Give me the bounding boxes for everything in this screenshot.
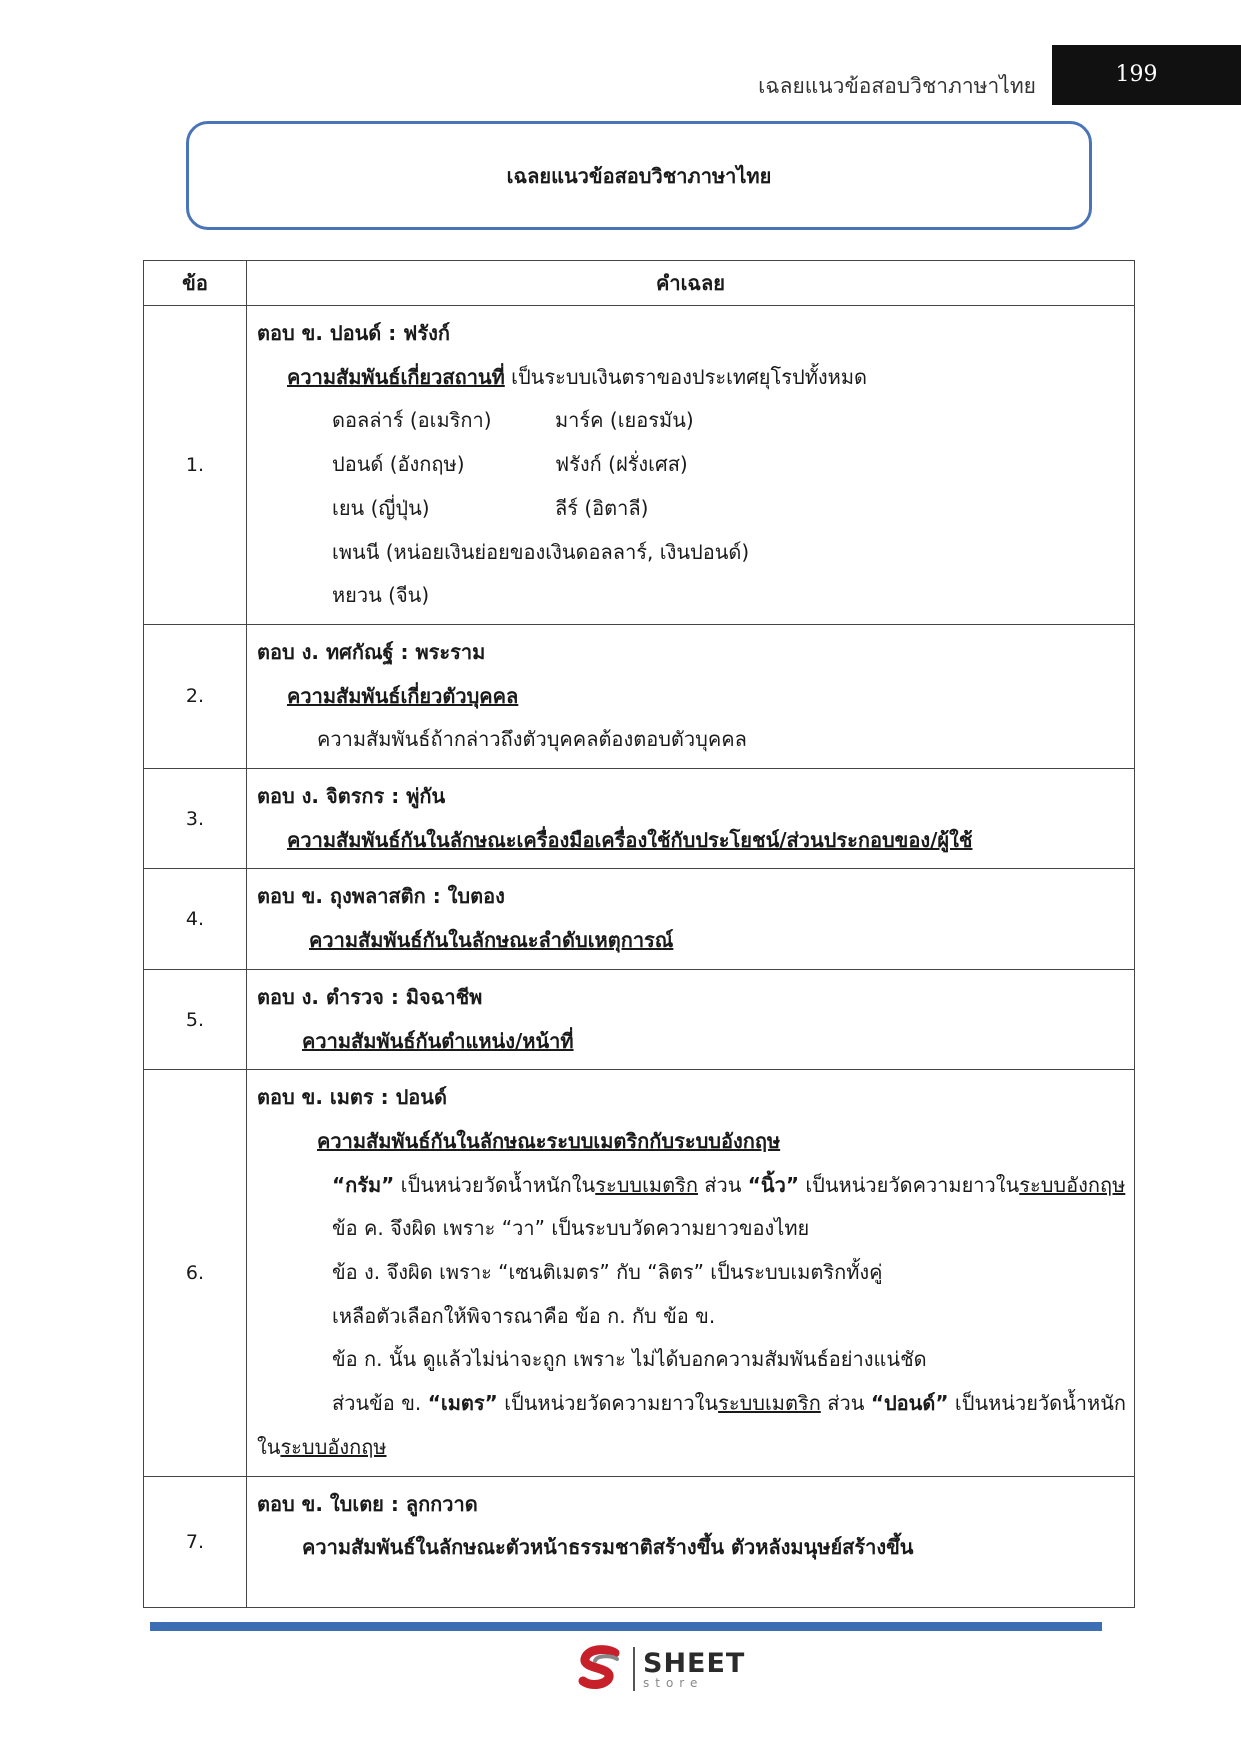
note-line: ความสัมพันธ์ถ้ากล่าวถึงตัวบุคคลต้องตอบตัวบุคคล xyxy=(317,727,747,752)
table-row xyxy=(144,769,1135,869)
brand-logo xyxy=(575,1645,745,1693)
row-number: 3. xyxy=(144,769,247,869)
row-number: 7. xyxy=(144,1476,247,1607)
answer-cell xyxy=(247,769,1135,869)
row-number: 1. xyxy=(144,306,247,625)
explanation-line: ข้อ ก. นั้น ดูแล้วไม่น่าจะถูก เพราะ ไม่ได้บอกความสัมพันธ์อย่างแน่ชัด xyxy=(332,1347,927,1372)
answer-line: ตอบ ข. เมตร : ปอนด์ xyxy=(257,1085,447,1110)
row-number: 4. xyxy=(144,869,247,969)
brand-sub: store xyxy=(643,1675,704,1690)
table-row xyxy=(144,869,1135,969)
explanation-line: ข้อ ง. จึงผิด เพราะ “เซนติเมตร” กับ “ลิตร” เป็นระบบเมตริกทั้งคู่ xyxy=(332,1260,883,1285)
currency-item: ปอนด์ (อังกฤษ) xyxy=(332,452,465,477)
row-number: 5. xyxy=(144,969,247,1069)
title-text: เฉลยแนวข้อสอบวิชาภาษาไทย xyxy=(506,163,772,188)
answer-line: ตอบ ข. ปอนด์ : ฟรังก์ xyxy=(257,321,450,345)
answer-cell xyxy=(247,1476,1135,1607)
brand-name: SHEET xyxy=(643,1647,746,1679)
row-number: 6. xyxy=(144,1070,247,1476)
currency-item: ดอลล่าร์ (อเมริกา) xyxy=(332,408,492,433)
relation-rest: เป็นระบบเงินตราของประเทศยุโรปทั้งหมด xyxy=(504,364,867,389)
relation-heading: ความสัมพันธ์กันในลักษณะเครื่องมือเครื่องใช้กับประโยชน์/ส่วนประกอบของ/ผู้ใช้ xyxy=(287,827,973,852)
col-header-no: ข้อ xyxy=(144,261,247,306)
table-header-row xyxy=(144,261,1135,306)
currency-extra: หยวน (จีน) xyxy=(332,583,430,608)
currency-item: เยน (ญี่ปุ่น) xyxy=(332,495,430,520)
currency-pair xyxy=(257,443,1126,487)
table-row xyxy=(144,1476,1135,1607)
explanation-paragraph: ส่วนข้อ ข. “เมตร” เป็นหน่วยวัดความยาวในระบบเมตริก ส่วน “ปอนด์” เป็นหน่วยวัดน้ำหนักในระบบอังกฤษ xyxy=(257,1391,1127,1459)
relation-heading: ความสัมพันธ์กันในลักษณะระบบเมตริกกับระบบอังกฤษ xyxy=(317,1128,781,1153)
currency-pair xyxy=(257,399,1126,443)
answer-line: ตอบ ง. ตำรวจ : มิจฉาชีพ xyxy=(257,984,483,1009)
answer-line: ตอบ ข. ถุงพลาสติก : ใบตอง xyxy=(257,884,505,909)
header-title: เฉลยแนวข้อสอบวิชาภาษาไทย xyxy=(758,74,1036,98)
answer-table xyxy=(143,260,1135,1608)
currency-item: ฟรังก์ (ฝรั่งเศส) xyxy=(555,452,688,477)
table-row xyxy=(144,969,1135,1069)
currency-item: มาร์ค (เยอรมัน) xyxy=(555,408,694,433)
answer-cell xyxy=(247,306,1135,625)
relation-heading: ความสัมพันธ์ในลักษณะตัวหน้าธรรมชาติสร้างขึ้น ตัวหลังมนุษย์สร้างขึ้น xyxy=(302,1535,914,1560)
relation-heading: ความสัมพันธ์กันตำแหน่ง/หน้าที่ xyxy=(302,1028,574,1053)
relation-heading: ความสัมพันธ์เกี่ยวสถานที่ xyxy=(287,364,505,389)
row-number: 2. xyxy=(144,624,247,768)
page-number: 199 xyxy=(1052,45,1241,105)
answer-cell xyxy=(247,624,1135,768)
currency-pair xyxy=(257,487,1126,531)
table-row xyxy=(144,1070,1135,1476)
footer-bar xyxy=(150,1622,1102,1631)
answer-cell xyxy=(247,869,1135,969)
col-header-answer: คำเฉลย xyxy=(247,261,1135,306)
relation-heading: ความสัมพันธ์เกี่ยวตัวบุคคล xyxy=(287,683,519,708)
title-box xyxy=(186,121,1092,230)
currency-item: ลีร์ (อิตาลี) xyxy=(555,495,649,520)
answer-cell xyxy=(247,969,1135,1069)
table-row xyxy=(144,624,1135,768)
currency-extra: เพนนี (หน่อยเงินย่อยของเงินดอลลาร์, เงินปอนด์) xyxy=(332,539,750,564)
explanation-line: ข้อ ค. จึงผิด เพราะ “วา” เป็นระบบวัดความยาวของไทย xyxy=(332,1216,810,1241)
answer-cell xyxy=(247,1070,1135,1476)
explanation-paragraph: “กรัม” เป็นหน่วยวัดน้ำหนักในระบบเมตริก ส่วน “นิ้ว” เป็นหน่วยวัดความยาวในระบบอังกฤษ xyxy=(332,1172,1126,1197)
answer-line: ตอบ ง. จิตรกร : พู่กัน xyxy=(257,784,446,809)
table-row xyxy=(144,306,1135,625)
explanation-line: เหลือตัวเลือกให้พิจารณาคือ ข้อ ก. กับ ข้อ ข. xyxy=(332,1303,716,1328)
logo-icon xyxy=(575,1645,625,1693)
answer-line: ตอบ ข. ใบเตย : ลูกกวาด xyxy=(257,1491,478,1516)
relation-heading: ความสัมพันธ์กันในลักษณะลำดับเหตุการณ์ xyxy=(309,928,674,953)
answer-line: ตอบ ง. ทศกัณฐ์ : พระราม xyxy=(257,639,486,664)
logo-separator xyxy=(633,1647,635,1691)
relation-line xyxy=(257,356,1126,400)
